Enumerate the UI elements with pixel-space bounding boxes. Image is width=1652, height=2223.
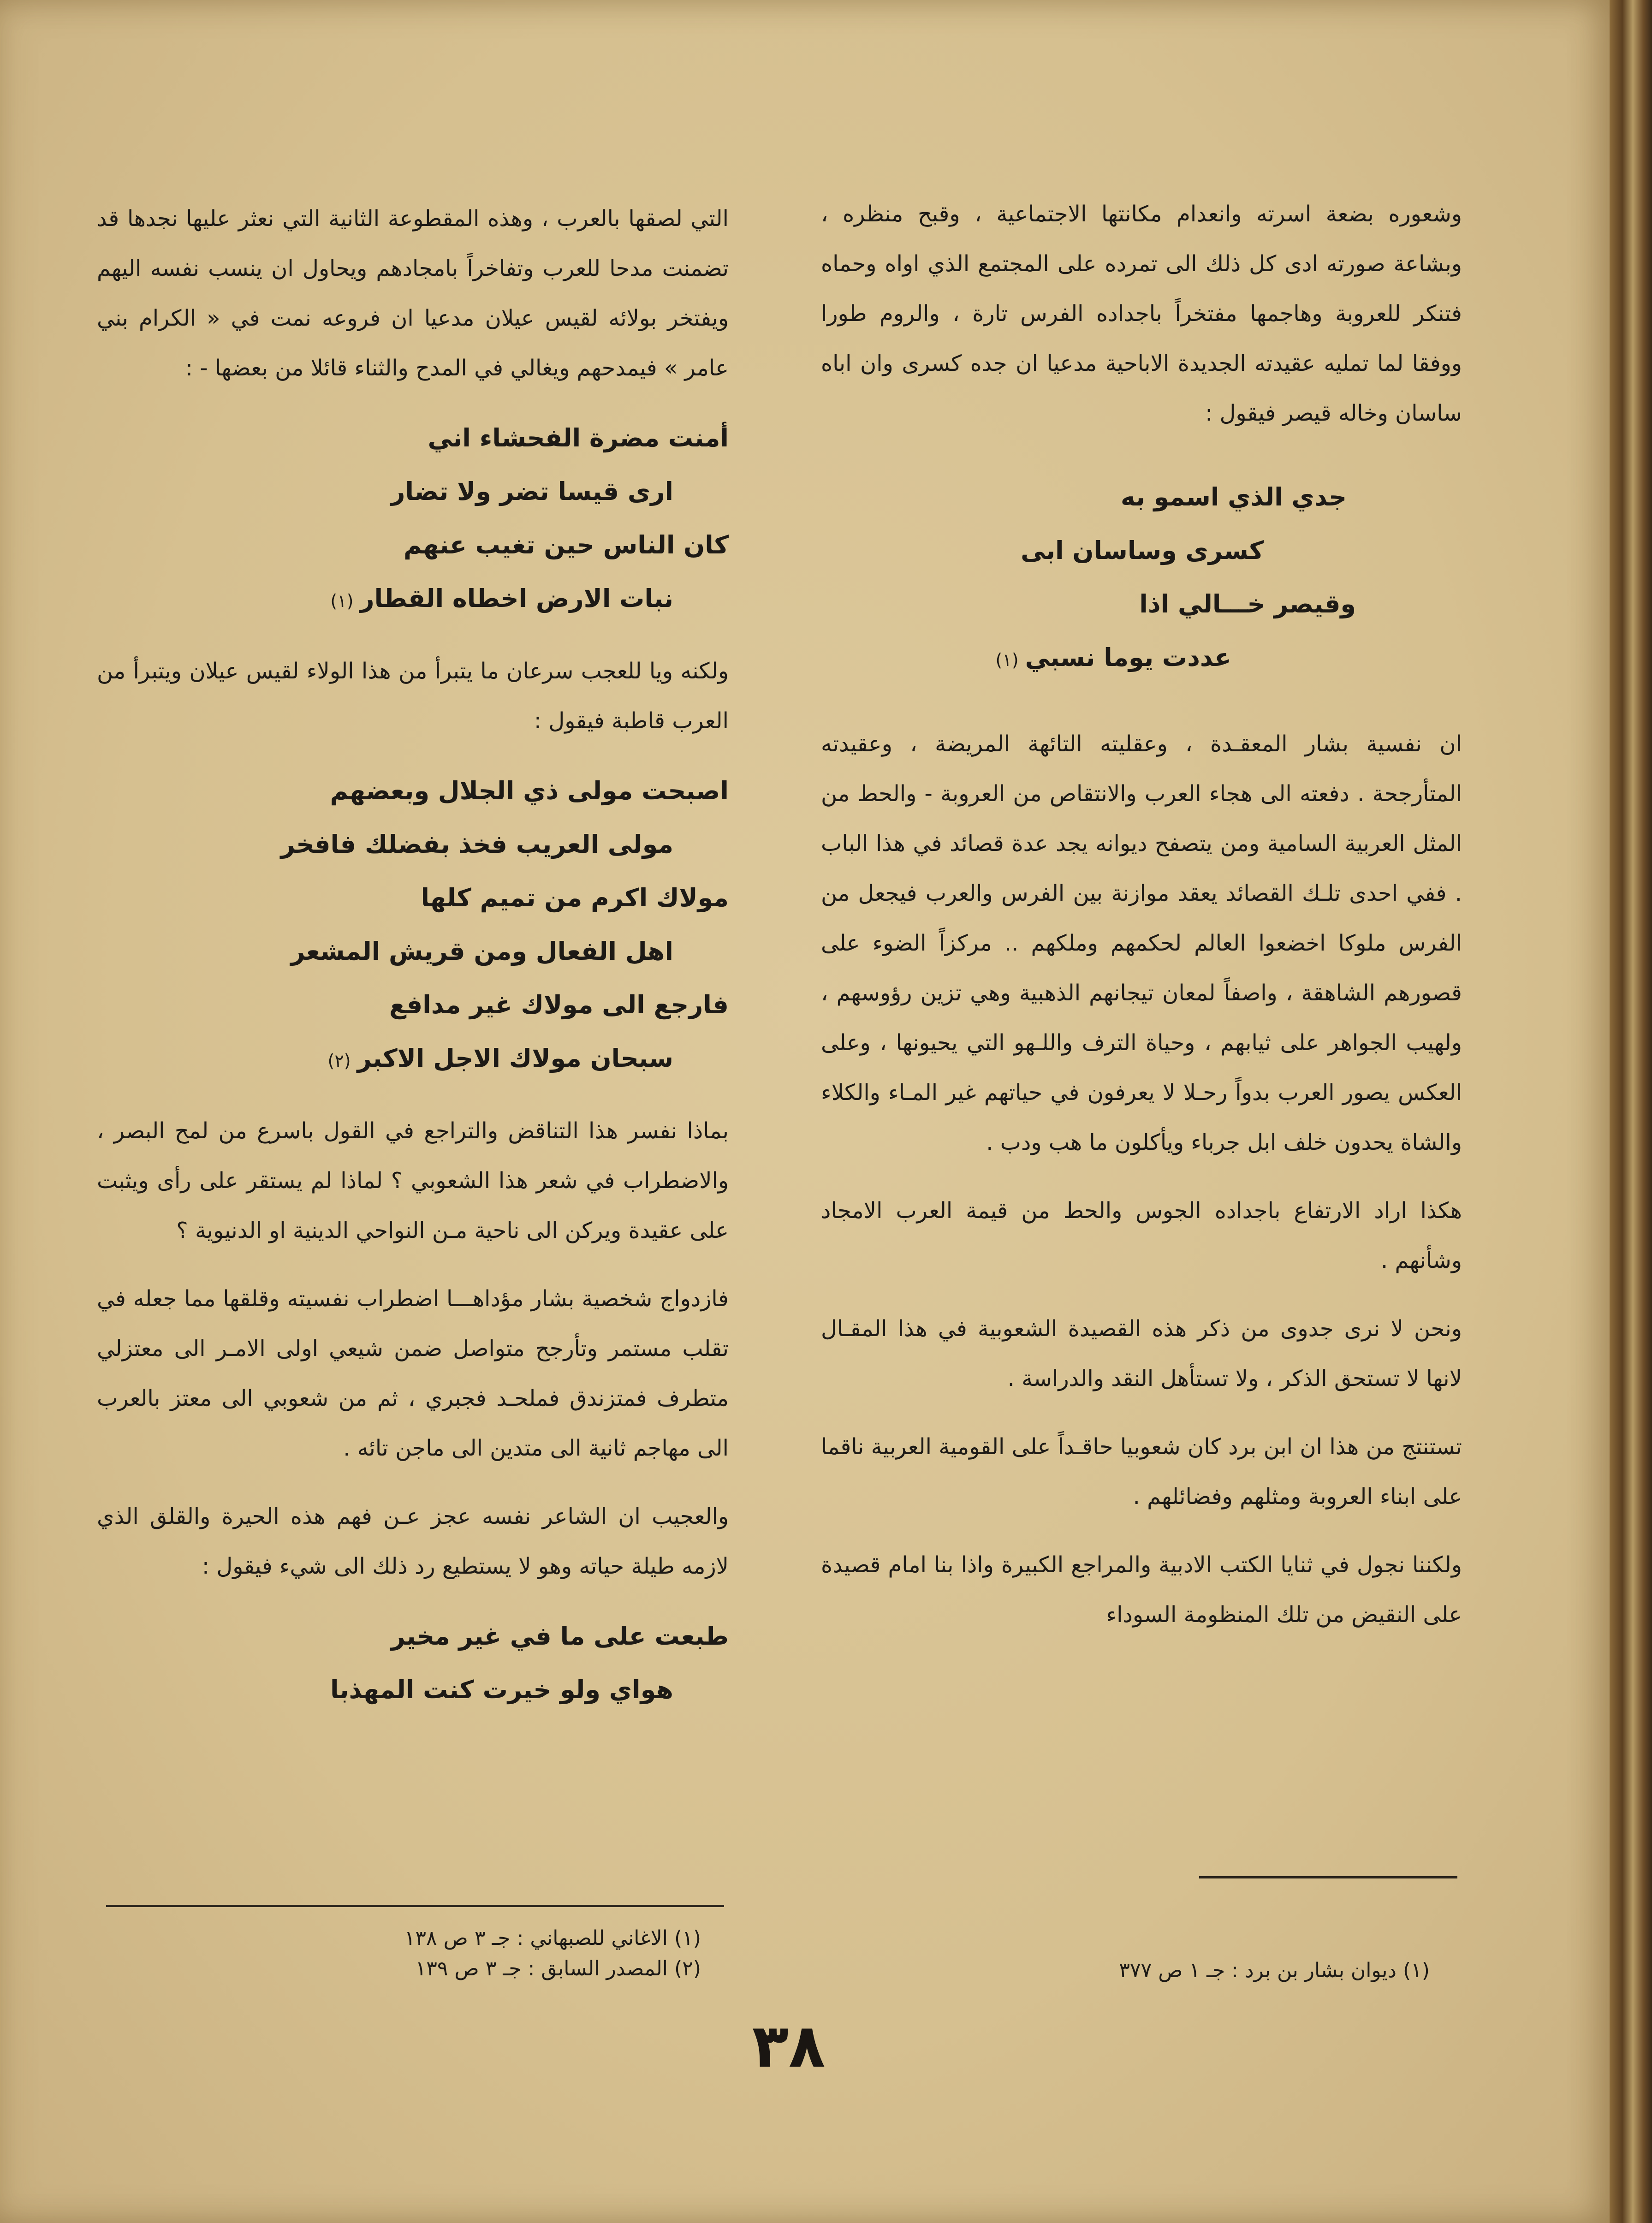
right-paragraph-4: ونحن لا نرى جدوى من ذكر هذه القصيدة الشعوبية في هذا المقـال لانها لا تستحق الذكر ، ولا تستأهل النقد والدراسة . xyxy=(821,1316,1462,1391)
left-paragraph-3: بماذا نفسر هذا التناقض والتراجع في القول باسرع من لمح البصر ، والاضطراب في شعر هذا الشعوبي ؟ لماذا لم يستقر على رأى ويثبت على عقيدة ويركن الى ناحية مـن النواحي الدينية او الدنيوية ؟ xyxy=(97,1118,729,1243)
right-intro-paragraph: وشعوره بضعة اسرته وانعدام مكانتها الاجتماعية ، وقبح منظره ، وبشاعة صورته ادى كل ذلك الى تمرده على المجتمع الذي اواه وحماه فتنكر للعروبة وهاجمها مفتخراً باجداده الفرس تارة ، والروم طورا ووفقا لما تمليه عقيدته الجديدة الاباحية مدعيا ان جده كسرى وان اباه ساسان وخاله قيصر فيقول : xyxy=(821,201,1462,426)
verse-line: اصبحت مولى ذي الجلال وبعضهم xyxy=(330,776,729,805)
verse-line xyxy=(97,572,673,628)
right-footnotes xyxy=(969,1956,1430,1986)
verse-line: مولاك اكرم من تميم كلها xyxy=(421,883,729,912)
right-column xyxy=(821,189,1462,1640)
verse-line: أمنت مضرة الفحشاء اني xyxy=(428,423,729,452)
footnote-mark: (٢) xyxy=(327,1051,351,1071)
right-paragraph-2: ان نفسية بشار المعقـدة ، وعقليته التائهة المريضة ، وعقيدته المتأرجحة . دفعته الى هجاء العرب والانتقاص من العروبة - والحط من المثل العربية السامية ومن يتصفح ديوانه يجد عدة قصائد في هذا الباب . ففي احدى تلـك القصائد يعقد موازنة بين الفرس والعرب فيجعل من الفرس ملوكا اخضعوا العالم لحكمهم وملكهم .. مركزاً الضوء على قصورهم الشاهقة ، واصفاً لمعان تيجانهم الذهبية وهي تزين رؤوسهم ، ولهيب الجواهر على ثيابهم ، وحياة الترف واللـهو التي يحيونها ، وعلى العكس يصور العرب بدواً رحـلا لا يعرفون في حياتهم غير المـاء والكلاء والشاة يحدون خلف ابل جرباء ويأكلون ما هب ودب . xyxy=(821,731,1462,1155)
verse-text: عددت يوما نسبي xyxy=(1025,643,1231,672)
verse-line: هواي ولو خيرت كنت المهذبا xyxy=(330,1675,673,1704)
left-column xyxy=(97,194,729,1717)
right-paragraph-3: هكذا اراد الارتفاع باجداده الجوس والحط من قيمة العرب الامجاد وشأنهم . xyxy=(821,1198,1462,1273)
verse-line: جدي الذي اسمو به xyxy=(1120,482,1347,511)
left-paragraph-4: فازدواج شخصية بشار مؤداهـــا اضطراب نفسيته وقلقها مما جعله في تقلب مستمر وتأرجح متواصل ضمن شيعي اولى الامـر الى معتزلي متطرف فمتزندق فملحـد فجبري ، ثم من شعوبي الى معتز بالعرب الى مهاجم ثانية الى متدين الى ماجن تائه . xyxy=(97,1286,729,1461)
book-spine-edge xyxy=(1610,0,1652,2223)
verse-line: كسرى وساسان ابى xyxy=(1021,536,1264,565)
footnote-mark: (١) xyxy=(330,591,354,611)
verse-line: ارى قيسا تضر ولا تضار xyxy=(391,477,673,506)
footnote: (١) الاغاني للصبهاني : جـ ٣ ص ١٣٨ xyxy=(404,1926,701,1950)
footnote-divider xyxy=(1199,1876,1457,1878)
left-intro-paragraph: التي لصقها بالعرب ، وهذه المقطوعة الثانية التي نعثر عليها نجدها قد تضمنت مدحا للعرب وتفاخراً بامجادهم ويحاول ان ينسب نفسه اليهم ويفتخر بولائه لقيس عيلان مدعيا ان فروعه نمت في « الكرام بني عامر » فيمدحهم ويغالي في المدح والثناء قائلا من بعضها - : xyxy=(97,206,729,381)
left-footnotes xyxy=(231,1923,701,1984)
verse-line: طبعت على ما في غير مخير xyxy=(391,1622,729,1651)
verse-line: مولى العريب فخذ بفضلك فافخر xyxy=(280,830,673,859)
left-paragraph-2: ولكنه ويا للعجب سرعان ما يتبرأ من هذا الولاء لقيس عيلان ويتبرأ من العرب قاطبة فيقول : xyxy=(97,658,729,734)
verse-text: نبات الارض اخطاه القطار xyxy=(360,584,673,613)
footnote: (١) ديوان بشار بن برد : جـ ١ ص ٣٧٧ xyxy=(1119,1959,1430,1982)
page-number: ٣٨ xyxy=(752,2011,826,2081)
verse-line: اهل الفعال ومن قريش المشعر xyxy=(291,937,673,966)
verse-line xyxy=(97,1032,673,1088)
verse-line xyxy=(821,631,1231,687)
footnote-divider xyxy=(106,1905,724,1907)
verse-line: وقيصر خـــالي اذا xyxy=(1139,589,1356,618)
verse-line: فارجع الى مولاك غير مدافع xyxy=(389,990,729,1019)
verse-text: سبحان مولاك الاجل الاكبر xyxy=(357,1044,673,1073)
footnote: (٢) المصدر السابق : جـ ٣ ص ١٣٩ xyxy=(415,1957,701,1980)
footnote-mark: (١) xyxy=(995,650,1019,670)
right-paragraph-5: تستنتج من هذا ان ابن برد كان شعوبيا حاقـداً على القومية العربية ناقما على ابناء العروبة ومثلهم وفضائلهم . xyxy=(821,1434,1462,1510)
left-paragraph-5: والعجيب ان الشاعر نفسه عجز عـن فهم هذه الحيرة والقلق الذي لازمه طيلة حياته وهو لا يستطيع رد ذلك الى شيء فيقول : xyxy=(97,1504,729,1579)
verse-line: كان الناس حين تغيب عنهم xyxy=(403,530,729,559)
right-paragraph-6: ولكننا نجول في ثنايا الكتب الادبية والمراجع الكبيرة واذا بنا امام قصيدة على النقيض من تلك المنظومة السوداء xyxy=(821,1552,1462,1628)
